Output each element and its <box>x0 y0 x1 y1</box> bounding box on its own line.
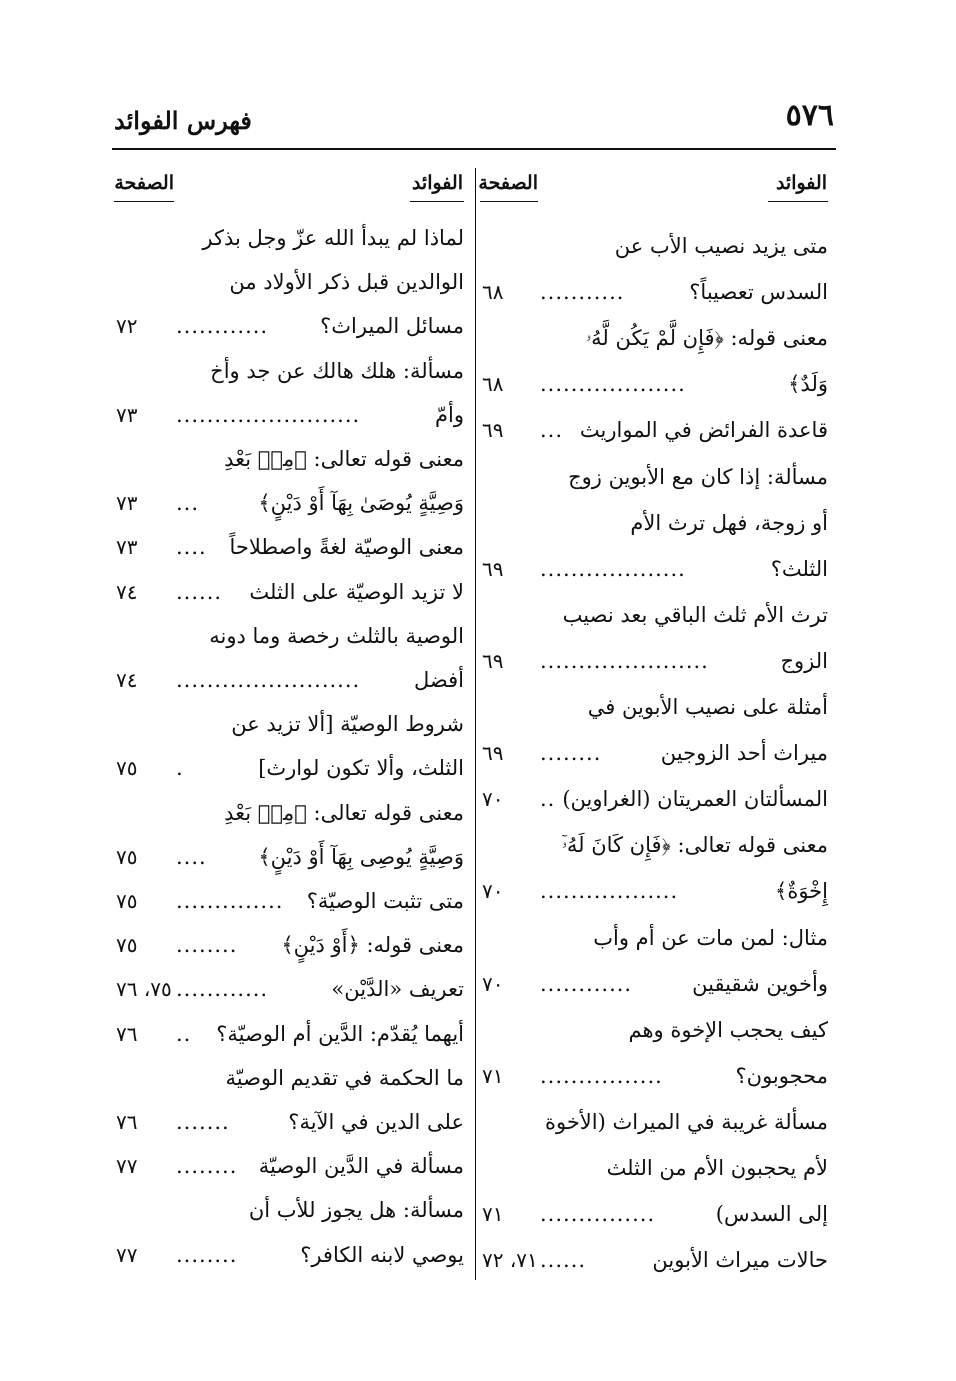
index-line <box>480 366 828 402</box>
leader-dots: ................... <box>540 372 686 397</box>
leader-dots: ............ <box>176 977 269 1002</box>
topic-text: معنى قوله تعالى: ﴿مِنۢ بَعْدِ <box>224 800 464 825</box>
topic-text: مسائل الميراث؟ <box>320 314 464 339</box>
index-line <box>114 1060 464 1096</box>
leader-dots: ...... <box>176 579 223 604</box>
topic-text: مسألة: هل يجوز للأب أن <box>248 1198 464 1223</box>
topic-text: مسألة غريبة في الميراث (الأخوة <box>544 1109 828 1134</box>
topic-text: الزوج <box>780 648 828 673</box>
right-topic-heading-underline <box>768 201 828 202</box>
page-number: ٥٧٦ <box>785 98 834 133</box>
topic-text: قاعدة الفرائض في المواريث <box>579 418 828 443</box>
leader-dots: .... <box>176 844 207 869</box>
topic-text: ما الحكمة في تقديم الوصيّة <box>225 1065 464 1090</box>
index-line <box>480 735 828 771</box>
topic-text: معنى قوله: ﴿أَوْ دَيْنٍ﴾ <box>281 933 464 958</box>
index-line <box>480 320 828 356</box>
page-ref: ٧٦ <box>116 1021 138 1046</box>
index-line <box>480 1150 828 1186</box>
leader-dots: ................... <box>540 556 686 581</box>
topic-text: وَلَدٌ﴾ <box>788 372 828 397</box>
index-line <box>114 662 464 698</box>
leader-dots: ........ <box>176 1242 238 1267</box>
index-line <box>114 1237 464 1273</box>
page-ref: ٦٩ <box>482 556 504 581</box>
left-page-heading-underline <box>114 201 174 202</box>
leader-dots: ............ <box>176 314 269 339</box>
topic-text: أيهما يُقدّم: الدَّين أم الوصيّة؟ <box>216 1021 464 1046</box>
index-line <box>114 927 464 963</box>
leader-dots: .. <box>176 1021 192 1046</box>
topic-text: لماذا لم يبدأ الله عزّ وجل بذكر <box>202 226 464 250</box>
page-ref: ٦٩ <box>482 741 504 766</box>
topic-text: السدس تعصيباً؟ <box>689 280 828 305</box>
index-line <box>480 1104 828 1140</box>
page-ref: ٦٨ <box>482 280 504 305</box>
page-ref: ٦٩ <box>482 418 504 443</box>
topic-text: وَصِيَّةٍ يُوصِى بِهَآ أَوْ دَيْنٍ﴾ <box>258 844 464 869</box>
index-line <box>114 529 464 565</box>
index-line <box>480 966 828 1002</box>
index-line <box>480 1196 828 1232</box>
index-line <box>114 574 464 610</box>
index-line <box>480 873 828 909</box>
topic-text: متى يزيد نصيب الأب عن <box>614 234 828 258</box>
topic-text: معنى قوله تعالى: ﴿فَإِن كَانَ لَهُۥٓ <box>561 833 828 858</box>
topic-text: مسألة: إذا كان مع الأبوين زوج <box>568 464 828 489</box>
left-column-topic-heading: الفوائد <box>411 172 463 194</box>
index-line <box>114 264 464 300</box>
index-line <box>480 920 828 956</box>
header-rule <box>112 148 836 150</box>
page-ref: ٧٢ <box>116 314 138 339</box>
index-line <box>114 485 464 521</box>
leader-dots: ........................ <box>176 668 361 692</box>
index-line <box>114 441 464 477</box>
leader-dots: ............... <box>540 1202 656 1227</box>
topic-text: ميراث أحد الزوجين <box>660 741 828 766</box>
leader-dots: ...... <box>540 1248 587 1273</box>
topic-text: شروط الوصيّة [ألا تزيد عن <box>231 712 464 737</box>
page-ref: ٧٦ <box>116 1110 138 1134</box>
leader-dots: ........ <box>540 741 602 766</box>
right-page-heading-underline <box>480 201 538 202</box>
index-line <box>480 274 828 310</box>
page-ref: ٧٧ <box>116 1242 138 1267</box>
topic-text: كيف يحجب الإخوة وهم <box>628 1017 828 1042</box>
page-ref: ٧٠ <box>482 787 504 812</box>
page-ref: ٧١ <box>482 1063 504 1088</box>
index-line <box>480 597 828 633</box>
topic-text: مسألة في الدَّين الوصيّة <box>258 1154 464 1179</box>
topic-text: محجوبون؟ <box>735 1063 828 1088</box>
column-divider <box>475 168 476 1280</box>
index-line <box>480 643 828 679</box>
leader-dots: ... <box>540 418 564 443</box>
page-ref: ٧٣ <box>116 535 138 560</box>
topic-text: معنى الوصيّة لغةً واصطلاحاً <box>229 535 464 560</box>
page-ref: ٧١ <box>482 1202 504 1227</box>
index-line <box>114 1104 464 1140</box>
index-line <box>114 883 464 919</box>
leader-dots: .. <box>540 787 556 812</box>
leader-dots: ... <box>176 491 200 516</box>
topic-text: الوالدين قبل ذكر الأولاد من <box>229 270 464 295</box>
topic-text: أمثلة على نصيب الأبوين في <box>587 695 828 719</box>
topic-text: ترث الأم ثلث الباقي بعد نصيب <box>562 602 828 627</box>
topic-text: على الدين في الآية؟ <box>288 1110 464 1134</box>
page-ref: ٧٠ <box>482 971 504 996</box>
topic-text: الثلث، وألا تكون لوارث] <box>258 756 464 781</box>
index-line <box>114 353 464 389</box>
index-line <box>480 1058 828 1094</box>
topic-text: معنى قوله تعالى: ﴿مِنۢ بَعْدِ <box>224 447 464 471</box>
topic-text: وَصِيَّةٍ يُوصَىٰ بِهَآ أَوْ دَيْنٍ﴾ <box>258 491 464 516</box>
index-line <box>114 1148 464 1184</box>
page-ref: ٧٠ <box>482 879 504 904</box>
leader-dots: ........................ <box>176 402 361 427</box>
page-ref: ٦٩ <box>482 648 504 673</box>
index-line <box>480 1242 828 1278</box>
topic-text: يوصي لابنه الكافر؟ <box>300 1242 464 1267</box>
leader-dots: ............ <box>540 971 633 996</box>
page-ref: ٧٤ <box>116 668 138 692</box>
index-line <box>480 1012 828 1048</box>
index-line <box>114 1192 464 1228</box>
page-ref: ٧٥ <box>116 889 138 913</box>
topic-text: الثلث؟ <box>770 556 828 581</box>
index-line <box>480 827 828 863</box>
leader-dots: ........... <box>540 280 625 305</box>
index-line <box>114 308 464 344</box>
leader-dots: ................ <box>540 1063 663 1088</box>
leader-dots: . <box>176 756 184 781</box>
topic-text: مسألة: هلك هالك عن جد وأخ <box>210 358 464 383</box>
index-line <box>114 839 464 875</box>
page-ref: ٧٣ <box>116 402 138 427</box>
topic-text: أو زوجة، فهل ترث الأم <box>630 510 828 535</box>
page-ref: ٧١، ٧٢ <box>482 1248 538 1273</box>
topic-text: حالات ميراث الأبوين <box>652 1248 828 1273</box>
page-ref: ٧٥ <box>116 933 138 958</box>
topic-text: تعريف «الدَّيْن» <box>331 977 464 1002</box>
index-line <box>480 689 828 725</box>
index-line <box>114 220 464 256</box>
leader-dots: ........ <box>176 1154 238 1179</box>
topic-text: وأمّ <box>435 402 464 427</box>
leader-dots: ........ <box>176 933 238 958</box>
topic-text: متى تثبت الوصيّة؟ <box>306 889 464 913</box>
page-ref: ٦٨ <box>482 372 504 397</box>
index-line <box>114 618 464 654</box>
running-title: فهرس الفوائد <box>114 106 252 135</box>
index-line <box>114 750 464 786</box>
index-line <box>114 397 464 433</box>
index-line <box>114 795 464 831</box>
right-column-topic-heading: الفوائد <box>775 172 827 194</box>
topic-text: معنى قوله: ﴿فَإِن لَّمْ يَكُن لَّهُۥ <box>585 326 828 351</box>
leader-dots: .................. <box>540 879 679 904</box>
page-ref: ٧٥، ٧٦ <box>116 977 172 1002</box>
left-topic-heading-underline <box>410 201 464 202</box>
index-line <box>114 1016 464 1052</box>
index-line <box>480 459 828 495</box>
topic-text: أفضل <box>414 668 464 692</box>
index-line <box>480 551 828 587</box>
index-line <box>480 412 828 448</box>
leader-dots: ...................... <box>540 648 709 673</box>
leader-dots: .... <box>176 535 207 560</box>
topic-text: مثال: لمن مات عن أم وأب <box>593 925 828 950</box>
page-ref: ٧٥ <box>116 756 138 781</box>
topic-text: لأم يحجبون الأم من الثلث <box>606 1156 828 1180</box>
index-line <box>114 706 464 742</box>
index-line <box>480 505 828 541</box>
topic-text: إلى السدس) <box>715 1202 828 1227</box>
topic-text: إِخْوَةٌ﴾ <box>775 879 828 904</box>
topic-text: لا تزيد الوصيّة على الثلث <box>249 579 464 604</box>
topic-text: المسألتان العمريتان (الغراوين) <box>562 787 828 812</box>
index-line <box>114 971 464 1007</box>
page-ref: ٧٥ <box>116 844 138 869</box>
right-column-page-heading: الصفحة <box>478 172 538 194</box>
index-line <box>480 781 828 817</box>
topic-text: وأخوين شقيقين <box>692 971 828 996</box>
page-ref: ٧٤ <box>116 579 138 604</box>
page-ref: ٧٧ <box>116 1154 138 1179</box>
topic-text: الوصية بالثلث رخصة وما دونه <box>209 623 464 648</box>
leader-dots: ....... <box>176 1110 230 1134</box>
leader-dots: .............. <box>176 889 284 913</box>
page-ref: ٧٣ <box>116 491 138 516</box>
index-line <box>480 228 828 264</box>
left-column-page-heading: الصفحة <box>114 172 174 194</box>
